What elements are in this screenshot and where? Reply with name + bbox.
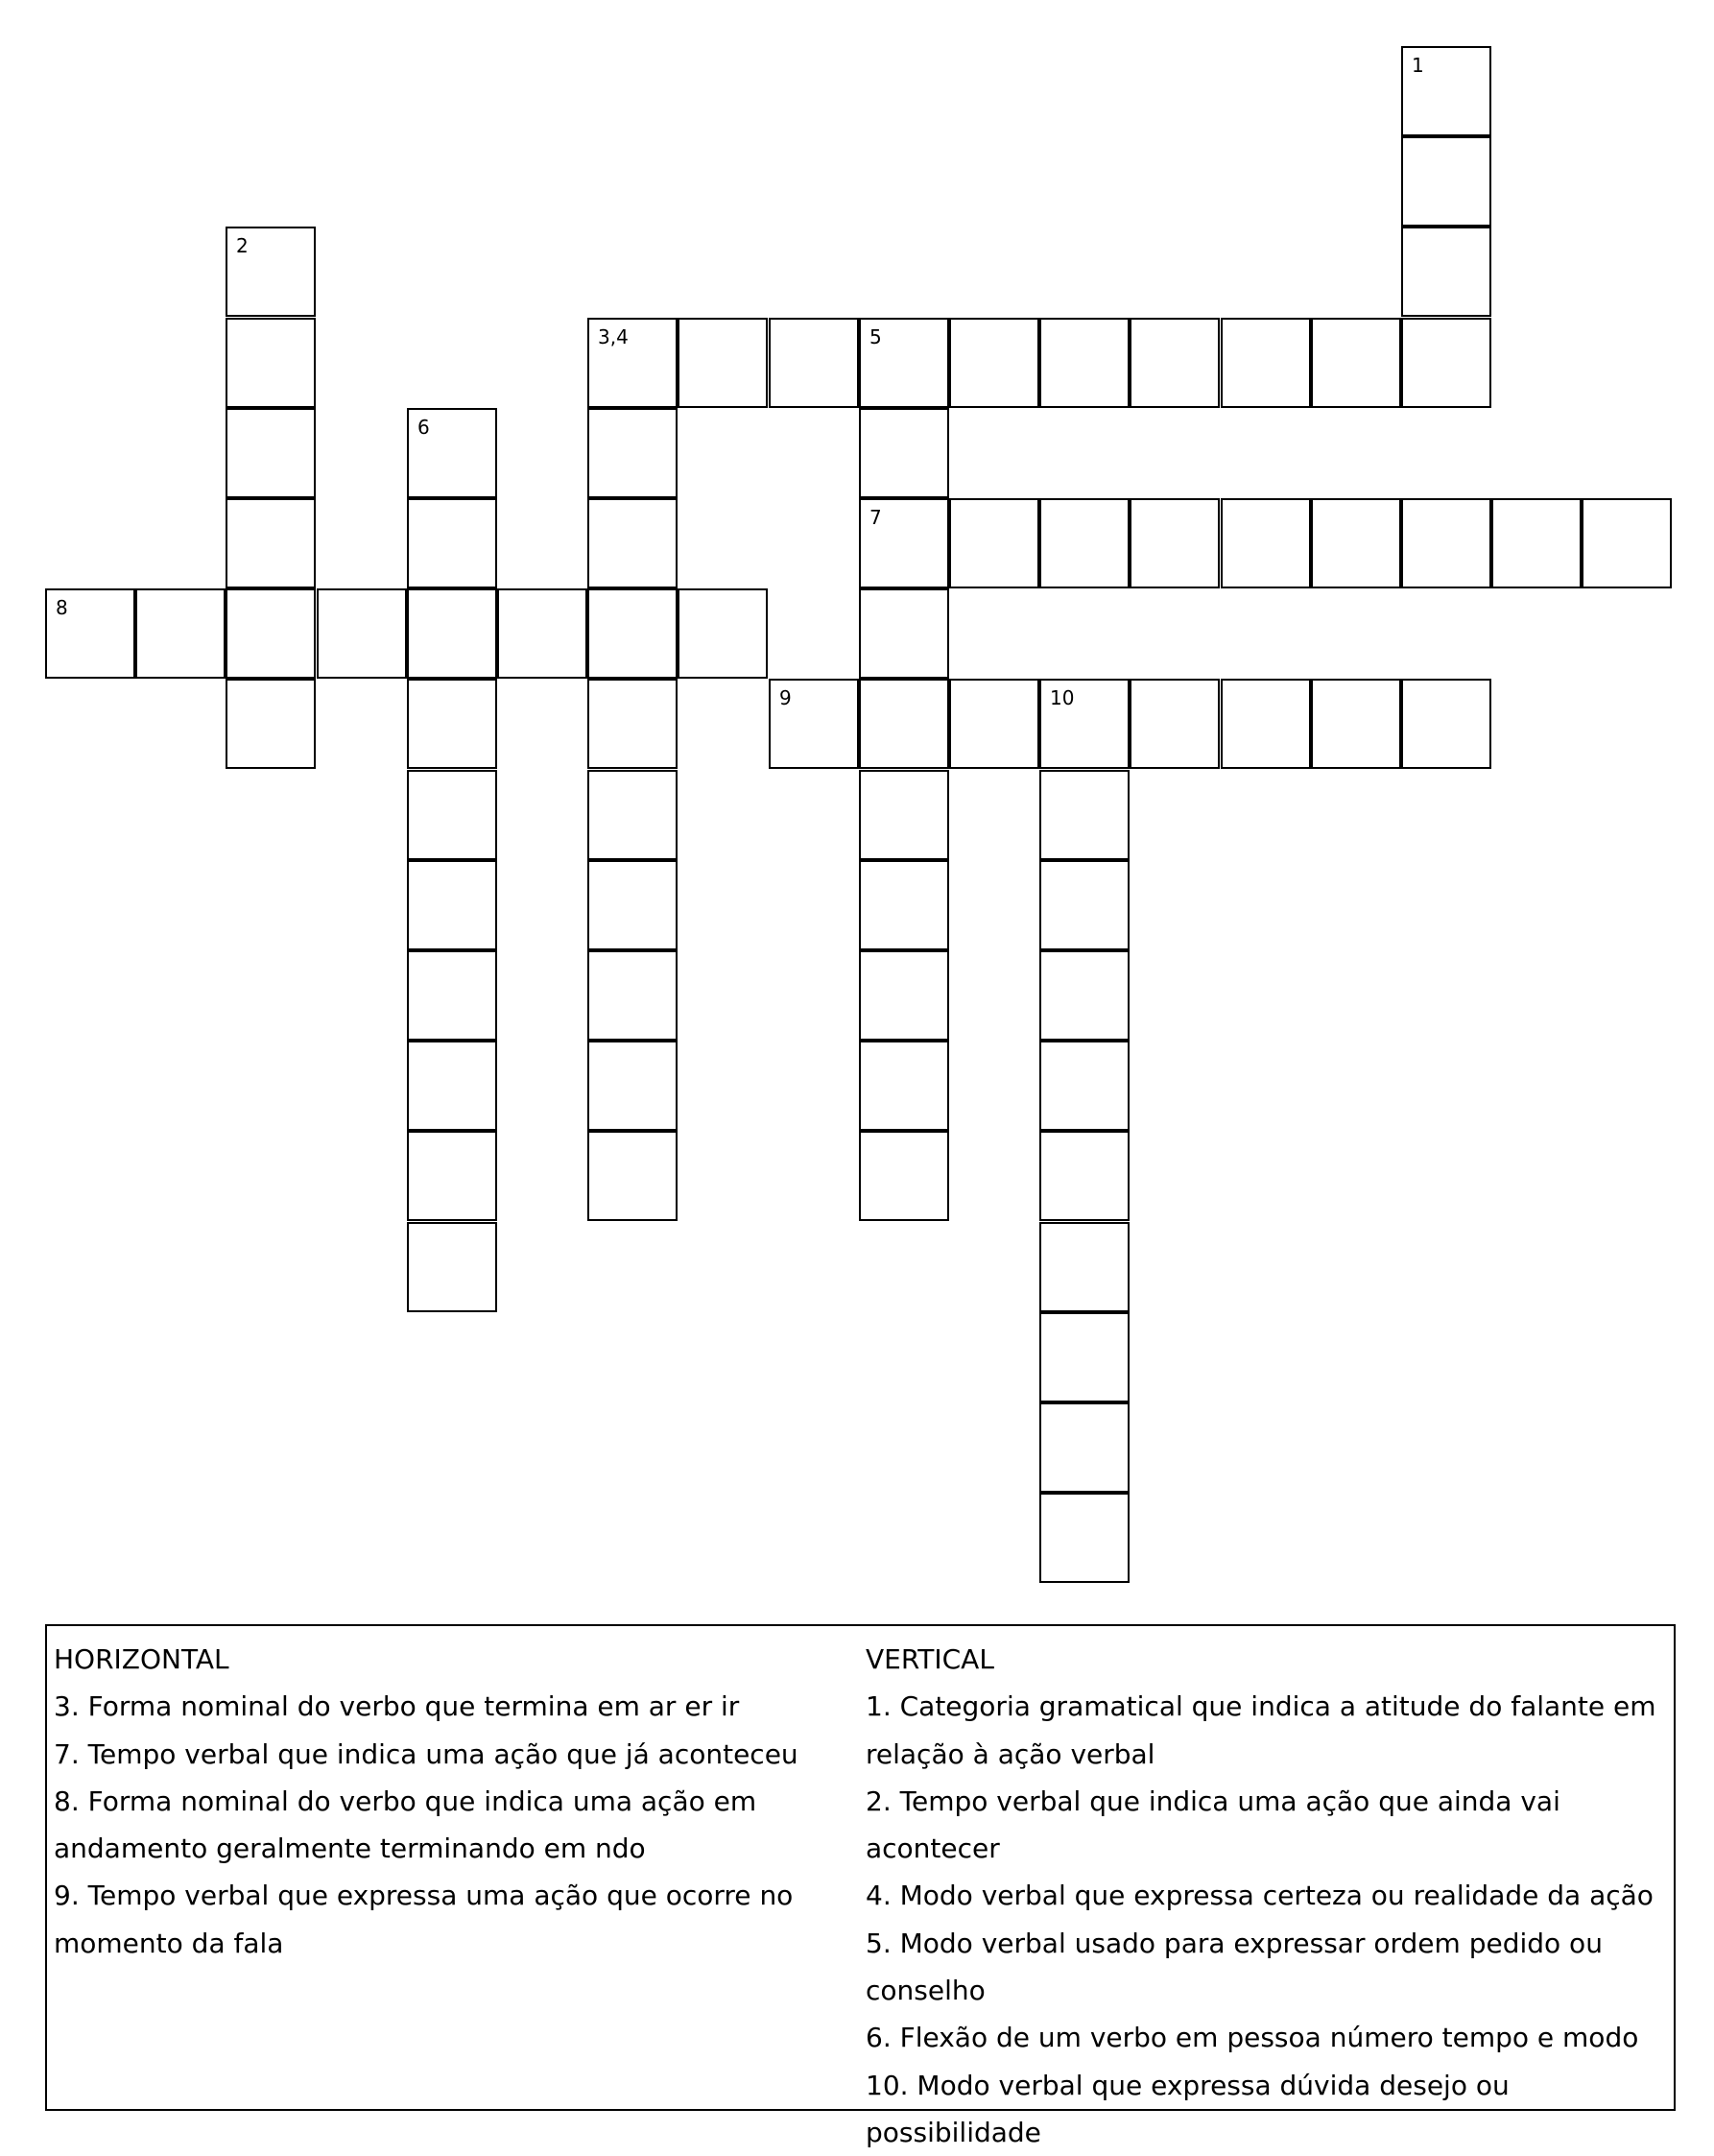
- crossword-cell[interactable]: [587, 860, 678, 950]
- crossword-cell[interactable]: [226, 679, 316, 769]
- crossword-cell[interactable]: [678, 318, 768, 408]
- horizontal-clues: [54, 1636, 841, 1967]
- crossword-cell[interactable]: [1039, 1131, 1130, 1221]
- crossword-cell[interactable]: [407, 679, 497, 769]
- crossword-cell[interactable]: [407, 498, 497, 588]
- crossword-cell[interactable]: [587, 770, 678, 860]
- crossword-cell[interactable]: [949, 498, 1039, 588]
- crossword-cell[interactable]: [226, 408, 316, 498]
- clue-line: momento da fala: [54, 1927, 284, 1959]
- crossword-cell[interactable]: [587, 498, 678, 588]
- crossword-cell[interactable]: [587, 588, 678, 679]
- crossword-cell[interactable]: [859, 679, 949, 769]
- clue-line: 5. Modo verbal usado para expressar ordem pedido ou: [866, 1927, 1603, 1959]
- crossword-cell[interactable]: [859, 408, 949, 498]
- crossword-cell[interactable]: [407, 1131, 497, 1221]
- crossword-cell[interactable]: [407, 1222, 497, 1312]
- vertical-heading: VERTICAL: [866, 1643, 994, 1675]
- crossword-cell[interactable]: [226, 318, 316, 408]
- crossword-cell[interactable]: [1401, 318, 1491, 408]
- crossword-cell[interactable]: [859, 588, 949, 679]
- crossword-cell[interactable]: [1491, 498, 1582, 588]
- clue-number: 7: [869, 506, 882, 529]
- crossword-cell[interactable]: [859, 950, 949, 1041]
- clue-number: 6: [417, 416, 430, 439]
- crossword-cell[interactable]: [859, 770, 949, 860]
- crossword-cell[interactable]: [226, 498, 316, 588]
- clue-line: relação à ação verbal: [866, 1737, 1155, 1770]
- crossword-cell[interactable]: [859, 318, 949, 408]
- crossword-cell[interactable]: [859, 1041, 949, 1131]
- crossword-cell[interactable]: [587, 679, 678, 769]
- crossword-cell[interactable]: [1039, 318, 1130, 408]
- clue-number: 3,4: [598, 325, 629, 348]
- crossword-cell[interactable]: [1221, 679, 1311, 769]
- clue-line: 4. Modo verbal que expressa certeza ou realidade da ação: [866, 1880, 1654, 1912]
- crossword-cell[interactable]: [1039, 1041, 1130, 1131]
- crossword-cell[interactable]: [1130, 679, 1220, 769]
- crossword-cell[interactable]: [135, 588, 226, 679]
- crossword-cell[interactable]: [1130, 318, 1220, 408]
- crossword-cell[interactable]: [1039, 770, 1130, 860]
- crossword-cell[interactable]: [407, 408, 497, 498]
- crossword-cell[interactable]: [1039, 1493, 1130, 1583]
- crossword-cell[interactable]: [1039, 1402, 1130, 1493]
- crossword-cell[interactable]: [1401, 679, 1491, 769]
- clues-box: [45, 1624, 1676, 2148]
- clue-number: 2: [236, 234, 249, 257]
- clue-line: 7. Tempo verbal que indica uma ação que já aconteceu: [54, 1737, 798, 1770]
- clue-line: 3. Forma nominal do verbo que termina em ar er ir: [54, 1690, 740, 1723]
- crossword-cell[interactable]: [1401, 498, 1491, 588]
- crossword-cell[interactable]: [678, 588, 768, 679]
- clue-line: 9. Tempo verbal que expressa uma ação que ocorre no: [54, 1880, 794, 1912]
- crossword-cell[interactable]: [587, 1131, 678, 1221]
- clue-number: 10: [1050, 686, 1075, 709]
- crossword-cell[interactable]: [949, 318, 1039, 408]
- crossword-cell[interactable]: [1401, 136, 1491, 227]
- crossword-cell[interactable]: [1401, 46, 1491, 136]
- crossword-cell[interactable]: [407, 1041, 497, 1131]
- crossword-cell[interactable]: [587, 408, 678, 498]
- crossword-cell[interactable]: [769, 318, 859, 408]
- crossword-cell[interactable]: [1039, 860, 1130, 950]
- crossword-cell[interactable]: [226, 588, 316, 679]
- clue-number: 1: [1412, 54, 1424, 77]
- crossword-cell[interactable]: [1311, 318, 1401, 408]
- clue-line: 10. Modo verbal que expressa dúvida desejo ou possibilidade: [866, 2069, 1510, 2148]
- clue-line: andamento geralmente terminando em ndo: [54, 1833, 646, 1865]
- crossword-cell[interactable]: [497, 588, 587, 679]
- clue-line: 1. Categoria gramatical que indica a atitude do falante em: [866, 1690, 1656, 1723]
- horizontal-heading: HORIZONTAL: [54, 1643, 229, 1675]
- crossword-cell[interactable]: [317, 588, 407, 679]
- crossword-cell[interactable]: [226, 227, 316, 317]
- clue-line: conselho: [866, 1975, 986, 2007]
- crossword-cell[interactable]: [1221, 498, 1311, 588]
- crossword-cell[interactable]: [1130, 498, 1220, 588]
- crossword-cell[interactable]: [1311, 498, 1401, 588]
- clue-number: 5: [869, 325, 882, 348]
- crossword-cell[interactable]: [1221, 318, 1311, 408]
- crossword-cell[interactable]: [407, 770, 497, 860]
- crossword-cell[interactable]: [1039, 950, 1130, 1041]
- clue-line: 8. Forma nominal do verbo que indica uma ação em: [54, 1785, 757, 1817]
- clue-number: 8: [56, 596, 68, 619]
- crossword-cell[interactable]: [1401, 227, 1491, 317]
- clue-number: 9: [779, 686, 792, 709]
- crossword-cell[interactable]: [1039, 679, 1130, 769]
- crossword-cell[interactable]: [1311, 679, 1401, 769]
- clue-line: 6. Flexão de um verbo em pessoa número tempo e modo: [866, 2022, 1639, 2054]
- crossword-cell[interactable]: [1039, 1222, 1130, 1312]
- crossword-cell[interactable]: [859, 860, 949, 950]
- crossword-cell[interactable]: [949, 679, 1039, 769]
- vertical-clues: [866, 1636, 1672, 2156]
- crossword-cell[interactable]: [587, 1041, 678, 1131]
- crossword-cell[interactable]: [859, 498, 949, 588]
- crossword-cell[interactable]: [859, 1131, 949, 1221]
- crossword-cell[interactable]: [587, 950, 678, 1041]
- crossword-cell[interactable]: [769, 679, 859, 769]
- crossword-cell[interactable]: [1582, 498, 1672, 588]
- crossword-cell[interactable]: [45, 588, 135, 679]
- crossword-cell[interactable]: [587, 318, 678, 408]
- crossword-cell[interactable]: [1039, 498, 1130, 588]
- crossword-cell[interactable]: [1039, 1312, 1130, 1402]
- crossword-cell[interactable]: [407, 950, 497, 1041]
- crossword-cell[interactable]: [407, 860, 497, 950]
- crossword-cell[interactable]: [407, 588, 497, 679]
- clue-line: 2. Tempo verbal que indica uma ação que ainda vai acontecer: [866, 1785, 1560, 1865]
